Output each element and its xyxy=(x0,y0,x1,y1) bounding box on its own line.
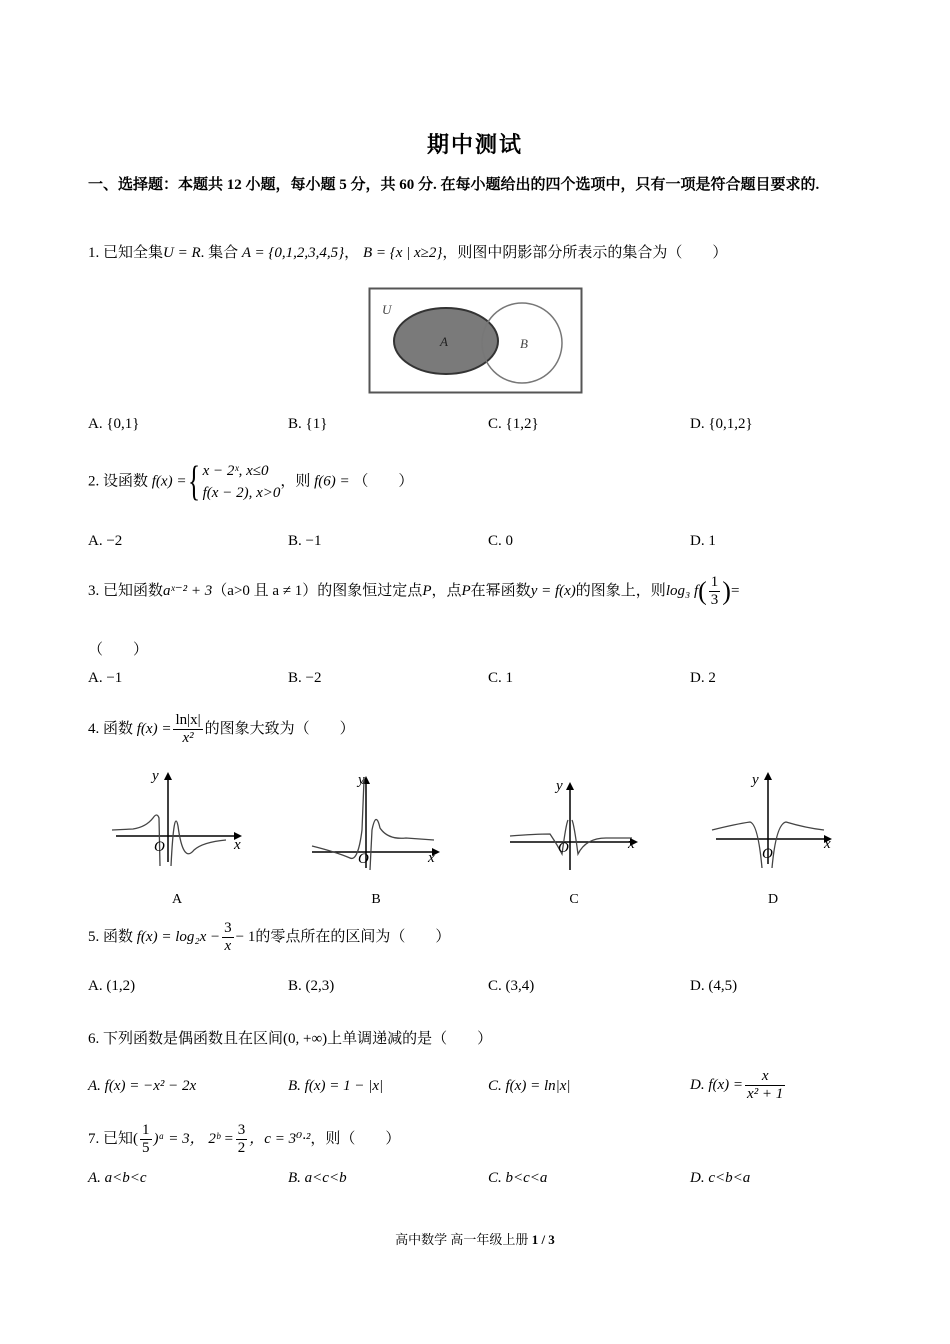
question-2 xyxy=(88,460,413,504)
graph-label-b: B xyxy=(371,892,381,907)
q5-option-d[interactable]: D. (4,5) xyxy=(690,978,738,994)
q7-prefix: 7. 已知 xyxy=(88,1130,134,1147)
q1-set-a: A = {0,1,2,3,4,5} xyxy=(241,245,345,261)
q3-mid: ，点 xyxy=(431,582,462,599)
q7-fraction xyxy=(140,1122,152,1157)
graph-label-a: A xyxy=(171,892,183,907)
q2-brace: { xyxy=(188,459,201,505)
q4-frac-num: ln|x| xyxy=(175,712,201,728)
q6-option-d-fraction xyxy=(745,1068,785,1103)
q3-point: P xyxy=(422,582,432,599)
page-title: 期中测试 xyxy=(426,132,523,157)
q2-prefix: 2. 设函数 xyxy=(88,473,149,490)
q7-expr-1: )ᵃ = 3， xyxy=(153,1130,205,1147)
q7-frac-den: 5 xyxy=(142,1140,150,1156)
q3-func: aˣ⁻² + 3 xyxy=(163,582,213,599)
q6-prefix: 6. 下列函数是偶函数且在区间 xyxy=(88,1031,284,1047)
graph-label-c: C xyxy=(569,892,579,907)
q3-mid-2: 在幂函数 xyxy=(470,582,531,599)
q3-rparen: ) xyxy=(722,576,731,606)
q2-suffix: ，则 xyxy=(280,473,311,490)
question-6 xyxy=(88,1027,492,1048)
q2-case-1: x − 2ˣ, x≤0 xyxy=(202,463,269,479)
graph-c[interactable] xyxy=(506,774,646,874)
q6-option-d-den: x² + 1 xyxy=(747,1086,784,1102)
q5-frac-den: x xyxy=(224,938,232,954)
graph-b-y-label: y xyxy=(358,772,365,788)
graph-a-y-label: y xyxy=(152,768,159,784)
q7-expr-2: 2ᵇ = xyxy=(208,1130,234,1147)
venn-label-a: A xyxy=(440,334,448,349)
graph-c-origin-label: O xyxy=(558,840,569,856)
graph-d-origin-label: O xyxy=(762,846,773,862)
q3-lparen: ( xyxy=(698,576,707,606)
q2-option-d[interactable]: D. 1 xyxy=(690,533,716,549)
q1-prefix: 1. 已知全集 xyxy=(88,245,164,261)
q1-suffix: ，则图中阴影部分所表示的集合为（ ） xyxy=(442,245,728,261)
q6-option-d-prefix: D. f(x) = xyxy=(690,1076,744,1093)
q1-mid: . 集合 xyxy=(200,245,239,261)
q2-function: f(x) = xyxy=(151,473,187,490)
q4-function: f(x) = xyxy=(136,720,172,737)
q3-eq: = xyxy=(730,582,740,599)
q2-option-c[interactable]: C. 0 xyxy=(488,533,514,549)
q4-fraction xyxy=(173,712,202,747)
q6-option-a[interactable]: A. f(x) = −x² − 2x xyxy=(88,1078,197,1094)
q3-option-b[interactable]: B. −2 xyxy=(288,670,322,686)
graph-d[interactable] xyxy=(706,768,846,868)
venn-diagram xyxy=(368,287,584,395)
section-heading: 一、选择题：本题共 12 小题，每小题 5 分，共 60 分. 在每小题给出的四个选项中，只有一项是符合题目要求的. xyxy=(88,177,820,193)
q7-suffix: ，则（ ） xyxy=(310,1130,401,1147)
q7-fraction-2 xyxy=(236,1122,248,1157)
q5-tail: − 1 xyxy=(235,928,256,945)
q2-option-b[interactable]: B. −1 xyxy=(288,533,322,549)
q5-function: f(x) = log₂x − xyxy=(136,928,221,945)
question-1 xyxy=(88,241,727,262)
q4-frac-den: x² xyxy=(182,730,194,746)
q5-option-b[interactable]: B. (2,3) xyxy=(288,978,335,994)
q7-option-a[interactable]: A. a<b<c xyxy=(88,1170,147,1186)
q3-fraction xyxy=(709,574,721,609)
q1-universe: U = R xyxy=(163,245,201,261)
graph-b-x-label: x xyxy=(428,850,435,866)
graph-label-d: D xyxy=(767,892,779,907)
q3-log: log₃ f xyxy=(665,582,699,599)
q7-frac-num: 1 xyxy=(142,1122,150,1138)
q5-option-a[interactable]: A. (1,2) xyxy=(88,978,136,994)
q3-option-c[interactable]: C. 1 xyxy=(488,670,514,686)
q3-power-func: y = f(x) xyxy=(530,582,576,599)
q1-option-b[interactable]: B. {1} xyxy=(288,416,328,432)
q1-set-b: B = {x | x≥2} xyxy=(362,245,443,261)
q1-option-a[interactable]: A. {0,1} xyxy=(88,416,140,432)
graph-d-x-label: x xyxy=(824,836,831,852)
q3-frac-num: 1 xyxy=(710,574,719,590)
q2-option-a[interactable]: A. −2 xyxy=(88,533,123,549)
q3-cond: （a>0 且 a ≠ 1）的图象恒过定点 xyxy=(212,582,423,599)
q7-frac2-den: 2 xyxy=(237,1140,246,1156)
question-7: 7. 已知( $\frac{1}{5}$ )ᵃ = 3， 2ᵇ = $\frac{3}{2}$ ，c = 3⁰·²，则（ ） xyxy=(88,1122,401,1156)
q2-cases xyxy=(203,460,281,504)
q2-ask: f(6) = xyxy=(314,473,350,490)
q5-prefix: 5. 函数 xyxy=(88,928,134,945)
graph-b-origin-label: O xyxy=(358,851,369,867)
q3-mid-3: 的图象上，则 xyxy=(575,582,666,599)
q4-prefix: 4. 函数 xyxy=(88,720,134,737)
q2-case-2: f(x − 2), x>0 xyxy=(202,485,281,501)
q3-paren: （ ） xyxy=(88,642,149,658)
q6-option-c[interactable]: C. f(x) = ln|x| xyxy=(488,1078,571,1094)
q7-expr-3: ，c = 3⁰·² xyxy=(249,1130,311,1147)
graph-a[interactable] xyxy=(108,766,248,866)
footer-text: 高中数学 高一年级上册 xyxy=(395,1232,529,1247)
q3-option-a[interactable]: A. −1 xyxy=(88,670,123,686)
q7-option-b[interactable]: B. a<c<b xyxy=(288,1170,347,1186)
q5-frac-num: 3 xyxy=(224,920,232,936)
q3-frac-den: 3 xyxy=(710,592,719,608)
graph-b[interactable] xyxy=(306,770,446,870)
q7-option-d[interactable]: D. c<b<a xyxy=(690,1170,751,1186)
q5-suffix: 的零点所在的区间为（ ） xyxy=(255,928,451,945)
page-number: 1 / 3 xyxy=(531,1232,555,1247)
q2-paren: （ ） xyxy=(353,473,414,490)
question-3 xyxy=(88,574,739,609)
q6-option-d-num: x xyxy=(745,1068,785,1086)
q3-point-2: P xyxy=(461,582,471,599)
q6-option-d[interactable] xyxy=(690,1068,787,1103)
q1-option-d[interactable]: D. {0,1,2} xyxy=(690,416,753,432)
q3-option-d[interactable]: D. 2 xyxy=(690,670,716,686)
graph-a-x-label: x xyxy=(234,837,241,853)
graph-a-origin-label: O xyxy=(154,839,165,855)
q6-option-b[interactable]: B. f(x) = 1 − |x| xyxy=(288,1078,384,1094)
venn-label-u: U xyxy=(382,302,392,317)
question-5 xyxy=(88,920,450,955)
q5-fraction xyxy=(222,920,234,955)
q5-option-c[interactable]: C. (3,4) xyxy=(488,978,535,994)
question-4 xyxy=(88,712,355,747)
q7-option-c[interactable]: C. b<c<a xyxy=(488,1170,548,1186)
q7-frac2-num: 3 xyxy=(237,1122,246,1138)
graph-d-y-label: y xyxy=(752,772,759,788)
venn-label-b: B xyxy=(520,336,528,351)
q1-comma: ， xyxy=(344,245,360,261)
q3-prefix: 3. 已知函数 xyxy=(88,582,164,599)
q4-suffix: 的图象大致为（ ） xyxy=(204,720,355,737)
graph-c-y-label: y xyxy=(556,778,563,794)
q6-suffix: 上单调递减的是（ ） xyxy=(327,1031,493,1047)
q6-interval: (0, +∞) xyxy=(283,1031,328,1047)
q1-option-c[interactable]: C. {1,2} xyxy=(488,416,539,432)
page-footer xyxy=(0,1229,950,1248)
graph-c-x-label: x xyxy=(628,836,635,852)
